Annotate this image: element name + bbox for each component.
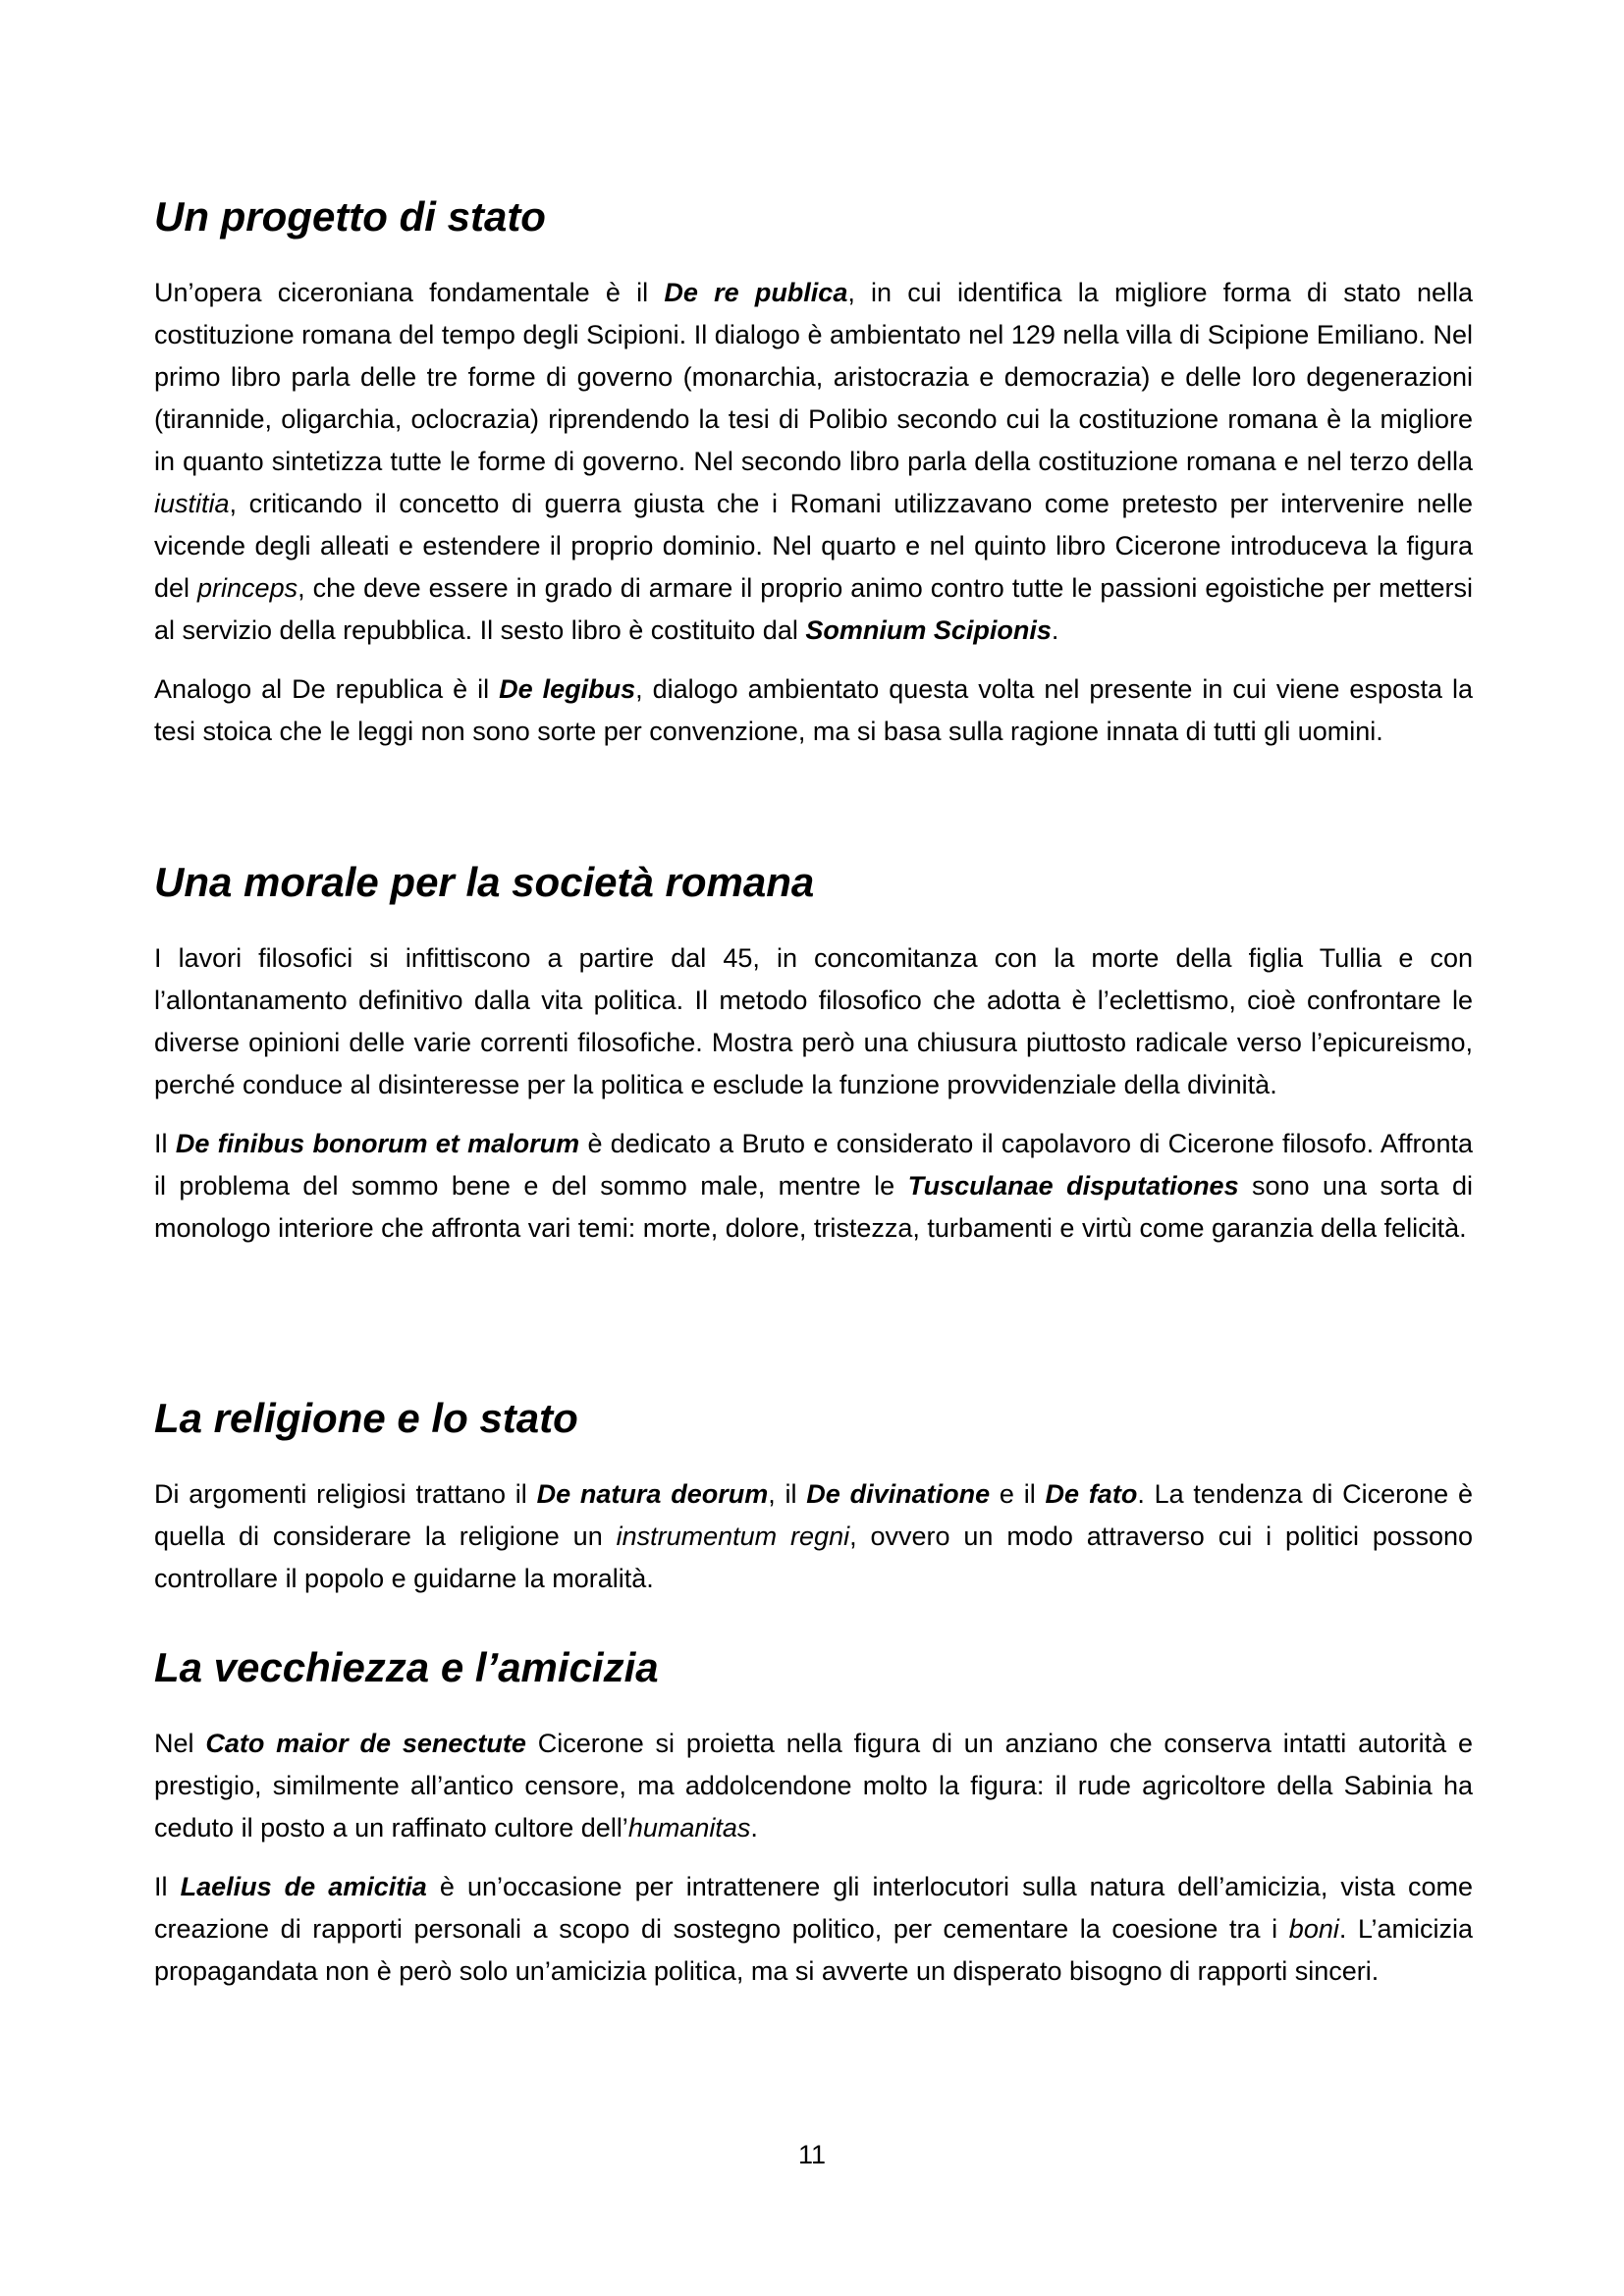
paragraph [154,937,1473,1106]
text-run: Un’opera ciceroniana fondamentale è il [154,278,665,308]
text-run: , il [768,1479,807,1510]
section-religione-e-stato [154,1394,1473,1600]
work-title: Cato maior de senectute [205,1729,526,1759]
text-run: Analogo al De republica è il [154,674,500,705]
text-run: . L’amicizia propagandata non è però solo un’amicizia politica, ma si avverte un disperato bisogno di rapporti sinceri. [154,1914,1474,1987]
page-number: 11 [797,2140,827,2169]
section-heading: La religione e lo stato [154,1395,578,1441]
text-run: e il [990,1479,1046,1510]
text-run: , criticando il concetto di guerra giusta che i Romani utilizzavano come pretesto per intervenire nelle vicende degli alleati e estendere il proprio dominio. Nel quarto e nel quinto libro Cicerone introduceva la figura del [154,489,1473,604]
section-heading: La vecchiezza e l’amicizia [154,1644,659,1690]
latin-term: iustitia [154,489,230,519]
text-run: è un’occasione per intrattenere gli interlocutori sulla natura dell’amicizia, vista come creazione di rapporti personali a scopo di sostegno politico, per cementare la coesione tra i [154,1872,1473,1945]
latin-term: instrumentum regni [616,1522,850,1552]
text-run: , in cui identifica la migliore forma di stato nella costituzione romana del tempo degli Scipioni. Il dialogo è ambientato nel 129 nella villa di Scipione Emiliano. Nel primo libro parla delle tre forme di governo (monarchia, aristocrazia e democrazia) e delle loro degenerazioni (tirannide, oligarchia, oclocrazia) riprendendo la tesi di Polibio secondo cui la costituzione romana è la migliore in quanto sintetizza tutte le forme di governo. Nel secondo libro parla della costituzione romana e nel terzo della [154,278,1474,477]
text-run: , ovvero un modo attraverso cui i politici possono controllare il popolo e guidarne la moralità. [154,1522,1473,1594]
paragraph [154,1723,1473,1849]
text-run: Il [154,1129,176,1159]
paragraph [154,272,1473,652]
paragraph [154,1473,1473,1600]
work-title: De natura deorum [536,1479,769,1510]
text-run: . [1051,615,1059,646]
text-run: . La tendenza di Cicerone è quella di considerare la religione un [154,1479,1473,1552]
text-run: è dedicato a Bruto e considerato il capolavoro di Cicerone filosofo. Affronta il problema del sommo bene e del sommo male, mentre le [154,1129,1473,1201]
latin-term: boni [1288,1914,1339,1945]
text-run: Cicerone si proietta nella figura di un anziano che conserva intatti autorità e prestigio, similmente all’antico censore, ma addolcendone molto la figura: il rude agricoltore della Sabinia ha ceduto il posto a un raffinato cultore dell’ [154,1729,1473,1843]
text-run: Nel [154,1729,206,1759]
section-heading: Una morale per la società romana [154,859,815,905]
paragraph [154,1866,1473,1993]
latin-term: humanitas [627,1813,751,1843]
text-run: , dialogo ambientato questa volta nel presente in cui viene esposta la tesi stoica che le leggi non sono sorte per convenzione, ma si basa sulla ragione innata di tutti gli uomini. [154,674,1473,747]
work-title: De legibus [499,674,636,705]
text-run: , che deve essere in grado di armare il proprio animo contro tutte le passioni egoistiche per mettersi al servizio della repubblica. Il sesto libro è costituito dal [154,573,1473,646]
section-heading: Un progetto di stato [154,193,546,240]
work-title: De fato [1045,1479,1138,1510]
paragraph [154,1123,1473,1250]
work-title: Somnium Scipionis [805,615,1052,646]
work-title: De finibus bonorum et malorum [175,1129,580,1159]
text-run: Il [154,1872,181,1902]
work-title: De divinatione [806,1479,991,1510]
work-title: Tusculanae disputationes [907,1171,1239,1201]
text-run: I lavori filosofici si infittiscono a partire dal 45, in concomitanza con la morte della figlia Tullia e con l’allontanamento definitivo dalla vita politica. Il metodo filosofico che adotta è l’eclettismo, cioè confrontare le diverse opinioni delle varie correnti filosofiche. Mostra però una chiusura piuttosto radicale verso l’epicureismo, perché conduce al disinteresse per la politica e esclude la funzione provvidenziale della divinità. [154,943,1473,1100]
work-title: De re publica [664,278,848,308]
section-vecchiezza-e-amicizia [154,1643,1473,1993]
latin-term: princeps [197,573,298,604]
text-run: . [750,1813,758,1843]
work-title: Laelius de amicitia [180,1872,427,1902]
section-morale-societa-romana [154,858,1473,1250]
text-run: sono una sorta di monologo interiore che affronta vari temi: morte, dolore, tristezza, turbamenti e virtù come garanzia della felicità. [154,1171,1473,1244]
text-run: Di argomenti religiosi trattano il [154,1479,537,1510]
paragraph [154,668,1473,753]
section-progetto-di-stato [154,192,1473,753]
